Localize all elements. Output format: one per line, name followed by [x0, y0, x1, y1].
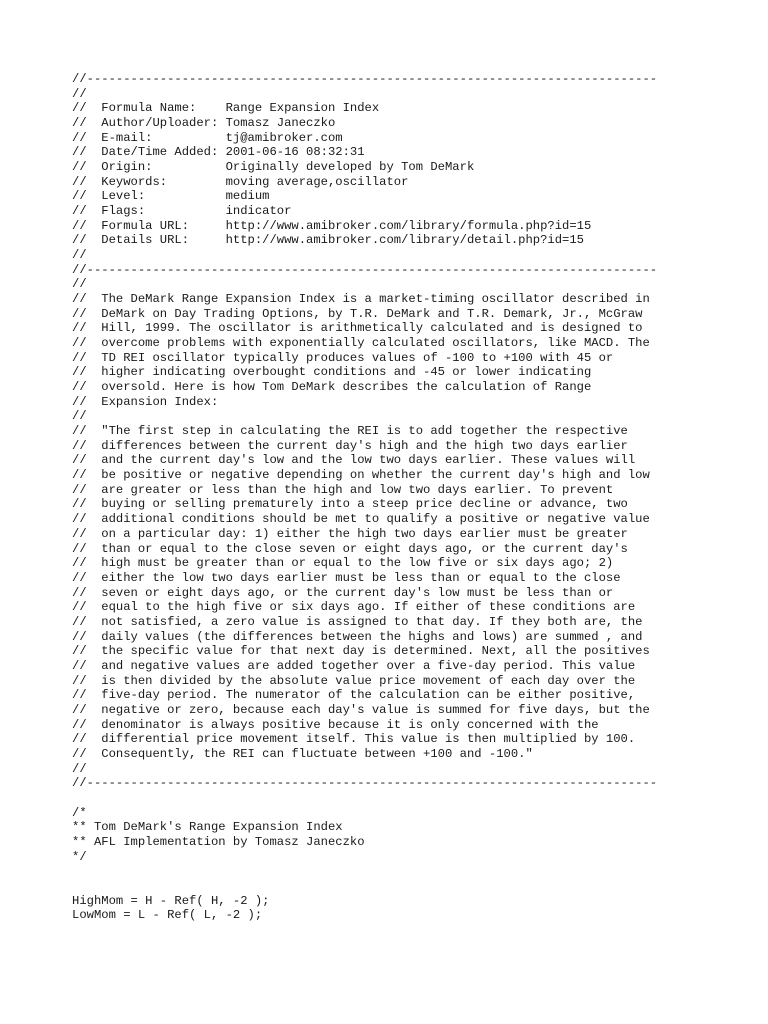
date-added-line: // Date/Time Added: 2001-06-16 08:32:31	[72, 145, 365, 160]
quote-line: // than or equal to the close seven or eight days ago, or the current day's	[72, 541, 628, 556]
flags-line: // Flags: indicator	[72, 204, 292, 219]
quote-line: // be positive or negative depending on whether the current day's high and low	[72, 468, 650, 483]
code-line: //	[72, 248, 87, 263]
email-line: // E-mail: tj@amibroker.com	[72, 130, 343, 145]
quote-line: // Consequently, the REI can fluctuate between +100 and -100."	[72, 746, 533, 761]
quote-line: // is then divided by the absolute value price movement of each day over the	[72, 673, 636, 688]
quote-line: // and negative values are added together over a five-day period. This value	[72, 658, 636, 673]
code-line: //	[72, 409, 87, 424]
quote-line: // daily values (the differences between the highs and lows) are summed , and	[72, 629, 643, 644]
formula-name-line: // Formula Name: Range Expansion Index	[72, 101, 380, 116]
origin-line: // Origin: Originally developed by Tom DeMark	[72, 160, 475, 175]
quote-line: // additional conditions should be met to qualify a positive or negative value	[72, 512, 650, 527]
code-line: //------------------------------------------------------------------------------	[72, 262, 658, 277]
quote-line: // not satisfied, a zero value is assigned to that day. If they both are, the	[72, 614, 643, 629]
level-line: // Level: medium	[72, 189, 270, 204]
description-line: // Expansion Index:	[72, 394, 219, 409]
description-line: // overcome problems with exponentially calculated oscillators, like MACD. The	[72, 336, 650, 351]
quote-line: // and the current day's low and the low two days earlier. These values will	[72, 453, 636, 468]
quote-line: // buying or selling prematurely into a steep price decline or advance, two	[72, 497, 628, 512]
code-document	[72, 72, 692, 923]
comment-block-line: ** AFL Implementation by Tomasz Janeczko	[72, 834, 365, 849]
quote-line: // on a particular day: 1) either the high two days earlier must be greater	[72, 526, 628, 541]
description-line: // The DeMark Range Expansion Index is a market-timing oscillator described in	[72, 292, 650, 307]
code-line: //------------------------------------------------------------------------------	[72, 72, 658, 86]
quote-line: // are greater or less than the high and low two days earlier. To prevent	[72, 482, 614, 497]
quote-line: // "The first step in calculating the REI is to add together the respective	[72, 424, 628, 439]
code-line: //	[72, 86, 87, 101]
quote-line: // either the low two days earlier must be less than or equal to the close	[72, 570, 621, 585]
quote-line: // equal to the high five or six days ago. If either of these conditions are	[72, 600, 636, 615]
author-line: // Author/Uploader: Tomasz Janeczko	[72, 116, 336, 131]
quote-line: // seven or eight days ago, or the current day's low must be less than or	[72, 585, 614, 600]
quote-line: // denominator is always positive because it is only concerned with the	[72, 717, 599, 732]
quote-line: // differential price movement itself. This value is then multiplied by 100.	[72, 732, 636, 747]
blank-line	[72, 791, 692, 806]
description-line: // higher indicating overbought conditions and -45 or lower indicating	[72, 365, 592, 380]
formula-url-line: // Formula URL: http://www.amibroker.com/library/formula.php?id=15	[72, 218, 592, 233]
description-line: // TD REI oscillator typically produces values of -100 to +100 with 45 or	[72, 350, 614, 365]
blank-line	[72, 864, 692, 879]
keywords-line: // Keywords: moving average,oscillator	[72, 174, 409, 189]
quote-line: // five-day period. The numerator of the calculation can be either positive,	[72, 688, 636, 703]
description-line: // Hill, 1999. The oscillator is arithmetically calculated and is designed to	[72, 321, 643, 336]
code-line: //------------------------------------------------------------------------------	[72, 776, 658, 791]
blank-line	[72, 879, 692, 894]
quote-line: // differences between the current day's high and the high two days earlier	[72, 438, 628, 453]
comment-block-line: /*	[72, 805, 87, 820]
code-line: //	[72, 277, 87, 292]
afl-code-line: HighMom = H - Ref( H, -2 );	[72, 893, 270, 908]
details-url-line: // Details URL: http://www.amibroker.com/library/detail.php?id=15	[72, 233, 584, 248]
description-line: // oversold. Here is how Tom DeMark describes the calculation of Range	[72, 380, 592, 395]
quote-line: // negative or zero, because each day's value is summed for five days, but the	[72, 702, 650, 717]
code-line: //	[72, 761, 87, 776]
comment-block-line: */	[72, 849, 87, 864]
comment-block-line: ** Tom DeMark's Range Expansion Index	[72, 820, 343, 835]
afl-code-line: LowMom = L - Ref( L, -2 );	[72, 908, 263, 923]
quote-line: // the specific value for that next day is determined. Next, all the positives	[72, 644, 650, 659]
description-line: // DeMark on Day Trading Options, by T.R. DeMark and T.R. Demark, Jr., McGraw	[72, 306, 643, 321]
quote-line: // high must be greater than or equal to the low five or six days ago; 2)	[72, 556, 614, 571]
